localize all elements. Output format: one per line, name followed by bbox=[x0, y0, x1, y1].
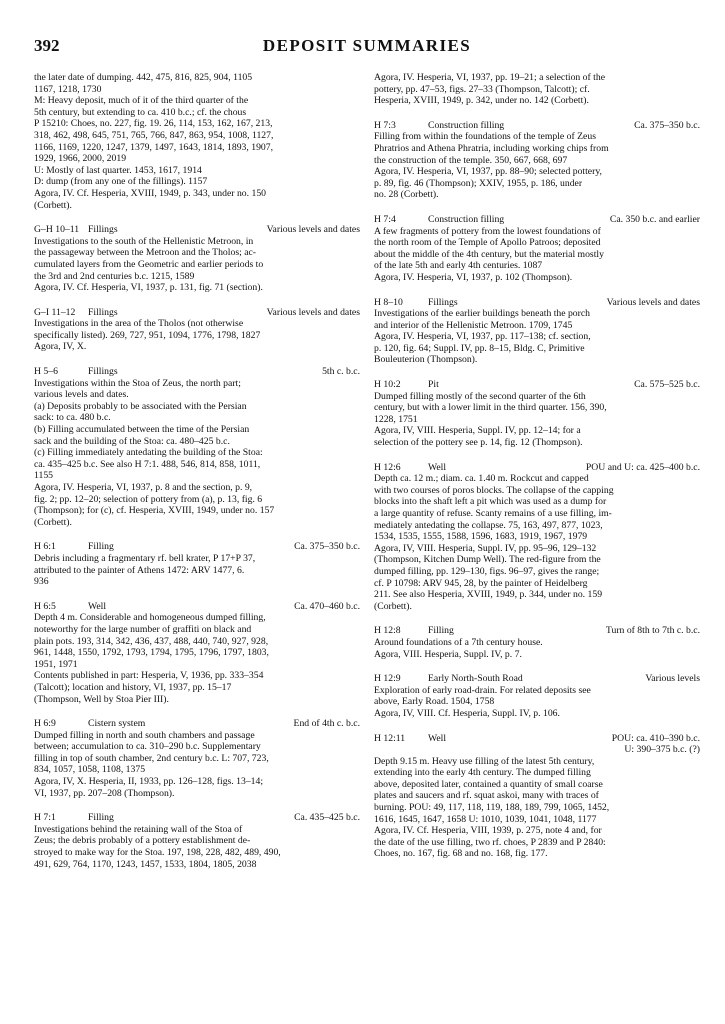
text-line: cumulated layers from the Geometric and earlier periods to bbox=[34, 258, 264, 270]
deposit-date: Ca. 375–350 b.c. bbox=[294, 541, 360, 553]
text-line: burning. POU: 49, 117, 118, 119, 188, 189, 799, 1065, 1452, bbox=[374, 802, 610, 814]
deposit-entry bbox=[34, 528, 360, 587]
deposit-heading bbox=[374, 625, 700, 637]
text-line: (b) Filling accumulated between the time of the Persian bbox=[34, 424, 250, 436]
deposit-type: Construction filling bbox=[428, 213, 505, 225]
deposit-entry bbox=[374, 449, 700, 613]
deposit-entry bbox=[374, 201, 700, 284]
deposit-id: H 12:8 bbox=[374, 625, 401, 637]
text-line: above, Early Road. 1504, 1758 bbox=[374, 696, 495, 708]
deposit-heading bbox=[374, 733, 700, 745]
deposit-heading bbox=[34, 224, 360, 236]
deposit-label bbox=[374, 733, 446, 745]
text-line: Exploration of early road-drain. For related deposits see bbox=[374, 684, 591, 696]
text-line: stroyed to make way for the Stoa. 197, 198, 228, 482, 489, 490, bbox=[34, 847, 281, 859]
text-line: 1951, 1971 bbox=[34, 658, 78, 670]
deposit-type: Fillings bbox=[428, 296, 458, 308]
deposit-entry bbox=[374, 107, 700, 201]
deposit-id: H 12:9 bbox=[374, 673, 401, 685]
text-line: Around foundations of a 7th century house. bbox=[374, 636, 543, 648]
deposit-label bbox=[374, 379, 439, 391]
deposit-id: H 6:1 bbox=[34, 541, 56, 553]
deposit-label bbox=[34, 541, 114, 553]
deposit-type: Cistern system bbox=[88, 718, 146, 730]
text-line: 1155 bbox=[34, 470, 54, 482]
deposit-heading bbox=[374, 214, 700, 226]
text-line: 1534, 1535, 1555, 1588, 1596, 1683, 1919, 1967, 1979 bbox=[374, 531, 588, 543]
text-line: a large quantity of refuse. Scanty remains of a use filling, im- bbox=[374, 508, 612, 519]
text-line: no. 28 (Corbett). bbox=[374, 189, 439, 201]
text-line: Investigations to the south of the Hellenistic Metroon, in bbox=[34, 235, 254, 247]
text-line: with two courses of poros blocks. The collapse of the capping bbox=[374, 484, 614, 496]
deposit-label bbox=[34, 366, 118, 378]
deposit-label bbox=[374, 214, 504, 226]
text-line: attributed to the painter of Athens 1472: ARV 1477, 6. bbox=[34, 564, 245, 576]
entry-gap bbox=[374, 284, 700, 297]
text-line: 834, 1057, 1058, 1108, 1375 bbox=[34, 764, 146, 776]
deposit-date: Ca. 350 b.c. and earlier bbox=[609, 213, 700, 225]
deposit-date: Ca. 470–460 b.c. bbox=[294, 600, 360, 612]
text-line: (Talcott); location and history, VI, 1937, pp. 15–17 bbox=[34, 681, 232, 693]
deposit-heading bbox=[374, 462, 700, 474]
text-line: (Corbett). bbox=[374, 600, 412, 612]
text-line: 211. See also Hesperia, XVIII, 1949, p. 344, under no. 159 bbox=[374, 589, 603, 601]
text-line: Agora, IV, X. bbox=[34, 341, 87, 353]
text-line: Phratrios and Athena Phratria, including working chips from bbox=[374, 142, 609, 154]
deposit-date: Various levels bbox=[645, 673, 700, 685]
text-line: Agora, IV. Hesperia, VI, 1937, p. 8 and the section, p. 9, bbox=[34, 482, 253, 493]
deposit-type: Well bbox=[428, 461, 447, 473]
deposit-type: Early North-South Road bbox=[428, 673, 523, 685]
deposit-heading bbox=[34, 601, 360, 613]
text-line: the north room of the Temple of Apollo Patroos; deposited bbox=[374, 237, 601, 249]
text-line: M: Heavy deposit, much of it of the third quarter of the bbox=[34, 95, 249, 107]
text-line: Agora, IV. Cf. Hesperia, VI, 1937, p. 131, fig. 71 (section). bbox=[34, 282, 263, 294]
text-line: p. 89, fig. 46 (Thompson); XXIV, 1955, p. 186, under bbox=[374, 177, 583, 189]
text-line: (Thompson, Kitchen Dump Well). The red-figure from the bbox=[374, 554, 601, 566]
deposit-id: G–H 10–11 bbox=[34, 224, 80, 236]
text-line: Agora, IV, X. Hesperia, II, 1933, pp. 126–128, figs. 13–14; bbox=[34, 776, 264, 788]
deposit-id: H 6:9 bbox=[34, 718, 56, 730]
text-line: Dumped filling in north and south chambers and passage bbox=[34, 729, 255, 741]
text-line: Depth 4 m. Considerable and homogeneous dumped filling, bbox=[34, 612, 266, 624]
text-line: Investigations behind the retaining wall of the Stoa of bbox=[34, 823, 243, 835]
text-line: Zeus; the debris probably of a pottery establishment de- bbox=[34, 835, 251, 847]
deposit-date: POU: ca. 410–390 b.c. bbox=[611, 732, 700, 744]
entry-gap bbox=[374, 660, 700, 673]
text-line: Agora, IV. Hesperia, VI, 1937, pp. 19–21; a selection of the bbox=[374, 72, 606, 83]
deposit-heading bbox=[374, 297, 700, 309]
text-line: filling in top of south chamber, 2nd century b.c. L: 707, 723, bbox=[34, 752, 269, 764]
text-line: Agora, IV, VIII. Cf. Hesperia, Suppl. IV, p. 106. bbox=[374, 707, 560, 719]
deposit-id: H 7:3 bbox=[374, 119, 396, 131]
text-line: 1167, 1218, 1730 bbox=[34, 83, 102, 95]
page-header bbox=[34, 36, 700, 66]
text-line: 491, 629, 764, 1170, 1243, 1457, 1533, 1804, 1805, 2038 bbox=[34, 858, 257, 870]
text-line: Hesperia, XVIII, 1949, p. 342, under no. 142 (Corbett). bbox=[374, 95, 589, 107]
deposit-id: H 7:1 bbox=[34, 812, 56, 824]
entry-gap bbox=[34, 705, 360, 718]
text-line: of the late 5th and early 4th centuries. 1087 bbox=[374, 260, 543, 272]
text-line: 936 bbox=[34, 576, 49, 588]
text-line: fig. 2; pp. 12–20; selection of pottery from (a), p. 13, fig. 6 bbox=[34, 493, 263, 505]
text-line: ca. 435–425 b.c. See also H 7:1. 488, 546, 814, 858, 1011, bbox=[34, 458, 261, 470]
deposit-date: Turn of 8th to 7th c. b.c. bbox=[605, 625, 700, 637]
deposit-label bbox=[34, 718, 145, 730]
running-head: DEPOSIT SUMMARIES bbox=[262, 36, 472, 55]
text-line: pottery, pp. 47–53, figs. 27–33 (Thompson, Talcott); cf. bbox=[374, 83, 590, 95]
deposit-label bbox=[374, 120, 504, 132]
deposit-type: Filling bbox=[88, 812, 114, 824]
text-line: Agora, IV, VIII. Hesperia, Suppl. IV, pp. 95–96, 129–132 bbox=[374, 542, 597, 554]
text-line: 1929, 1966, 2000, 2019 bbox=[34, 153, 127, 165]
deposit-date: 5th c. b.c. bbox=[322, 366, 360, 378]
left-column bbox=[34, 72, 360, 870]
text-line: (Corbett). bbox=[34, 516, 72, 528]
text-line: Agora, IV. Cf. Hesperia, VIII, 1939, p. 275, note 4 and, for bbox=[374, 825, 602, 837]
text-line: the 3rd and 2nd centuries b.c. 1215, 1589 bbox=[34, 270, 195, 282]
deposit-label bbox=[374, 625, 454, 637]
deposit-label bbox=[374, 673, 523, 685]
deposit-type: Well bbox=[88, 600, 107, 612]
deposit-type: Fillings bbox=[88, 224, 118, 236]
entry-gap bbox=[374, 720, 700, 733]
text-line: D: dump (from any one of the fillings). 1157 bbox=[34, 176, 208, 188]
deposit-date: POU and U: ca. 425–400 b.c. bbox=[585, 461, 700, 473]
text-line: various levels and dates. bbox=[34, 389, 129, 401]
deposit-type: Fillings bbox=[88, 306, 118, 318]
deposit-heading bbox=[34, 718, 360, 730]
text-line: plain pots. 193, 314, 342, 436, 437, 488, 440, 740, 927, 928, bbox=[34, 635, 269, 647]
deposit-id: H 5–6 bbox=[34, 366, 58, 378]
text-line: Agora, IV. Hesperia, VI, 1937, pp. 88–90; selected pottery, bbox=[374, 166, 602, 178]
deposit-id: H 12:11 bbox=[374, 732, 406, 744]
text-line: (a) Deposits probably to be associated with the Persian bbox=[34, 400, 247, 412]
deposit-heading bbox=[374, 673, 700, 685]
text-line: Investigations in the area of the Tholos (not otherwise bbox=[34, 318, 244, 330]
text-line: Investigations of the earlier buildings beneath the porch bbox=[374, 308, 591, 320]
text-line: specifically listed). 269, 727, 951, 1094, 1776, 1798, 1827 bbox=[34, 329, 261, 341]
deposit-heading bbox=[34, 812, 360, 824]
text-line: 961, 1448, 1550, 1792, 1793, 1794, 1795, 1796, 1797, 1803, bbox=[34, 647, 269, 659]
deposit-label bbox=[374, 297, 458, 309]
text-line: Choes, no. 167, fig. 68 and no. 168, fig. 177. bbox=[374, 848, 548, 860]
entry-gap bbox=[374, 449, 700, 462]
text-line: the construction of the temple. 350, 667, 668, 697 bbox=[374, 154, 568, 166]
deposit-type: Filling bbox=[428, 625, 454, 637]
text-line: (c) Filling immediately antedating the building of the Stoa: bbox=[34, 447, 263, 459]
entry-gap bbox=[374, 612, 700, 625]
text-line: 1228, 1751 bbox=[374, 413, 418, 425]
text-line: and interior of the Hellenistic Metroon. 1709, 1745 bbox=[374, 319, 573, 331]
text-line: Debris including a fragmentary rf. bell krater, P 17+P 37, bbox=[34, 552, 256, 564]
text-line: mediately antedating the collapse. 75, 163, 497, 877, 1023, bbox=[374, 519, 603, 531]
deposit-type: Filling bbox=[88, 541, 114, 553]
text-line: U: Mostly of last quarter. 1453, 1617, 1914 bbox=[34, 164, 202, 176]
text-line: Agora, VIII. Hesperia, Suppl. IV, p. 7. bbox=[374, 648, 522, 660]
text-line: dumped filling, pp. 129–130, figs. 96–97, gives the range; bbox=[374, 565, 600, 577]
text-line: Filling from within the foundations of the temple of Zeus bbox=[374, 131, 596, 143]
deposit-entry bbox=[34, 588, 360, 705]
text-line: noteworthy for the large number of graffiti on black and bbox=[34, 623, 252, 635]
text-line: Agora, IV, VIII. Hesperia, Suppl. IV, pp. 12–14; for a bbox=[374, 425, 581, 437]
deposit-entry bbox=[34, 211, 360, 294]
text-line: plates and saucers and rf. squat askoi, many with traces of bbox=[374, 790, 599, 802]
deposit-date: Various levels and dates bbox=[266, 306, 360, 318]
deposit-date: End of 4th c. b.c. bbox=[293, 718, 360, 730]
entry-gap bbox=[34, 588, 360, 601]
deposit-date-secondary: U: 390–375 b.c. (?) bbox=[624, 744, 700, 756]
deposit-date: Various levels and dates bbox=[266, 224, 360, 236]
deposit-type: Pit bbox=[428, 379, 439, 391]
deposit-type: Fillings bbox=[88, 366, 118, 378]
deposit-type: Construction filling bbox=[428, 119, 505, 131]
right-column bbox=[374, 72, 700, 860]
text-line: (Thompson); for (c), cf. Hesperia, XVIII, 1949, under no. 157 bbox=[34, 505, 275, 517]
entry-gap bbox=[34, 799, 360, 812]
deposit-id: H 12:6 bbox=[374, 461, 401, 473]
entry-gap bbox=[34, 211, 360, 224]
deposit-id: H 7:4 bbox=[374, 213, 396, 225]
text-line: Agora, IV. Hesperia, VI, 1937, pp. 117–138; cf. section, bbox=[374, 331, 591, 343]
deposit-entry bbox=[374, 612, 700, 660]
deposit-entry bbox=[374, 284, 700, 367]
text-line: selection of the pottery see p. 14, fig. 12 (Thompson). bbox=[374, 437, 583, 449]
text-line: above, deposited later, contained a quantity of small coarse bbox=[374, 778, 603, 790]
deposit-entry bbox=[374, 366, 700, 449]
text-line: Depth ca. 12 m.; diam. ca. 1.40 m. Rockcut and capped bbox=[374, 473, 589, 485]
deposit-entry bbox=[34, 353, 360, 528]
deposit-heading bbox=[374, 120, 700, 132]
deposit-type: Well bbox=[428, 732, 447, 744]
deposit-date: Ca. 375–350 b.c. bbox=[634, 119, 700, 131]
text-line: 1166, 1169, 1220, 1247, 1379, 1497, 1643, 1814, 1893, 1907, bbox=[34, 141, 274, 153]
entry-gap bbox=[374, 107, 700, 120]
text-line: cf. P 10798: ARV 945, 28, by the painter of Heidelberg bbox=[374, 577, 588, 589]
text-line: VI, 1937, pp. 207–208 (Thompson). bbox=[34, 787, 175, 799]
deposit-id: H 8–10 bbox=[374, 296, 403, 308]
deposit-heading bbox=[34, 307, 360, 319]
entry-gap bbox=[34, 353, 360, 366]
text-line: blocks into the shaft left a pit which was used as a dump for bbox=[374, 496, 607, 508]
text-line: Dumped filling mostly of the second quarter of the 6th bbox=[374, 390, 586, 402]
text-line: Contents published in part: Hesperia, V, 1936, pp. 333–354 bbox=[34, 670, 264, 682]
page-number: 392 bbox=[34, 36, 60, 55]
text-line: between; accumulation to ca. 310–290 b.c. Supplementary bbox=[34, 741, 261, 753]
text-line: the date of the use filling, two rf. choes, P 2839 and P 2840: bbox=[374, 836, 606, 848]
deposit-date: Ca. 575–525 b.c. bbox=[634, 379, 700, 391]
text-line: (Corbett). bbox=[34, 199, 72, 211]
text-line: 1616, 1645, 1647, 1658 U: 1010, 1039, 1041, 1048, 1177 bbox=[374, 813, 597, 825]
text-line: (Thompson, Well by Stoa Pier III). bbox=[34, 693, 169, 705]
deposit-entry bbox=[374, 72, 700, 107]
deposit-label bbox=[34, 224, 118, 236]
text-line: Investigations within the Stoa of Zeus, the north part; bbox=[34, 377, 241, 389]
deposit-id: H 10:2 bbox=[374, 379, 401, 391]
entry-gap bbox=[374, 201, 700, 214]
deposit-heading bbox=[34, 541, 360, 553]
text-line: about the middle of the 4th century, but the material mostly bbox=[374, 248, 604, 260]
text-line: 318, 462, 498, 645, 751, 765, 766, 847, 863, 954, 1008, 1127, bbox=[34, 129, 274, 141]
deposit-label bbox=[34, 601, 106, 613]
deposit-entry bbox=[34, 294, 360, 353]
entry-gap bbox=[374, 366, 700, 379]
deposit-id: H 6:5 bbox=[34, 600, 56, 612]
text-line: Bouleuterion (Thompson). bbox=[374, 354, 478, 366]
deposit-entry bbox=[34, 799, 360, 870]
text-line: the later date of dumping. 442, 475, 816, 825, 904, 1105 bbox=[34, 72, 253, 83]
text-line: sack and the building of the Stoa: ca. 480–425 b.c. bbox=[34, 435, 230, 447]
deposit-label bbox=[34, 307, 118, 319]
text-line: Agora, IV. Cf. Hesperia, XVIII, 1949, p. 343, under no. 150 bbox=[34, 187, 267, 199]
deposit-id: G–I 11–12 bbox=[34, 306, 76, 318]
text-line: sack: to ca. 480 b.c. bbox=[34, 412, 111, 424]
text-line: extending into the early 4th century. The dumped filling bbox=[374, 767, 591, 779]
text-line: p. 120, fig. 64; Suppl. IV, pp. 8–15, Bldg. C, Primitive bbox=[374, 342, 585, 354]
deposit-date-row bbox=[374, 744, 700, 756]
deposit-label bbox=[374, 462, 446, 474]
deposit-entry bbox=[34, 705, 360, 799]
text-line: the passageway between the Metroon and the Tholos; ac- bbox=[34, 247, 257, 259]
text-line: 5th century, but extending to ca. 410 b.c.; cf. the chous bbox=[34, 106, 247, 118]
text-line: century, but with a lower limit in the third quarter. 156, 390, bbox=[374, 402, 607, 414]
deposit-heading bbox=[34, 366, 360, 378]
entry-gap bbox=[34, 528, 360, 541]
text-line: Agora, IV. Hesperia, VI, 1937, p. 102 (Thompson). bbox=[374, 271, 573, 283]
deposit-entry bbox=[34, 72, 360, 211]
deposit-heading bbox=[374, 379, 700, 391]
deposit-entry bbox=[374, 720, 700, 861]
deposit-date: Various levels and dates bbox=[606, 296, 700, 308]
deposit-label bbox=[34, 812, 114, 824]
text-line: A few fragments of pottery from the lowest foundations of bbox=[374, 225, 601, 237]
deposit-date: Ca. 435–425 b.c. bbox=[294, 812, 360, 824]
text-line: P 15210: Choes, no. 227, fig. 19. 26, 114, 153, 162, 167, 213, bbox=[34, 118, 273, 130]
entry-gap bbox=[34, 294, 360, 307]
deposit-entry bbox=[374, 660, 700, 719]
text-line: Depth 9.15 m. Heavy use filling of the latest 5th century, bbox=[374, 755, 595, 767]
